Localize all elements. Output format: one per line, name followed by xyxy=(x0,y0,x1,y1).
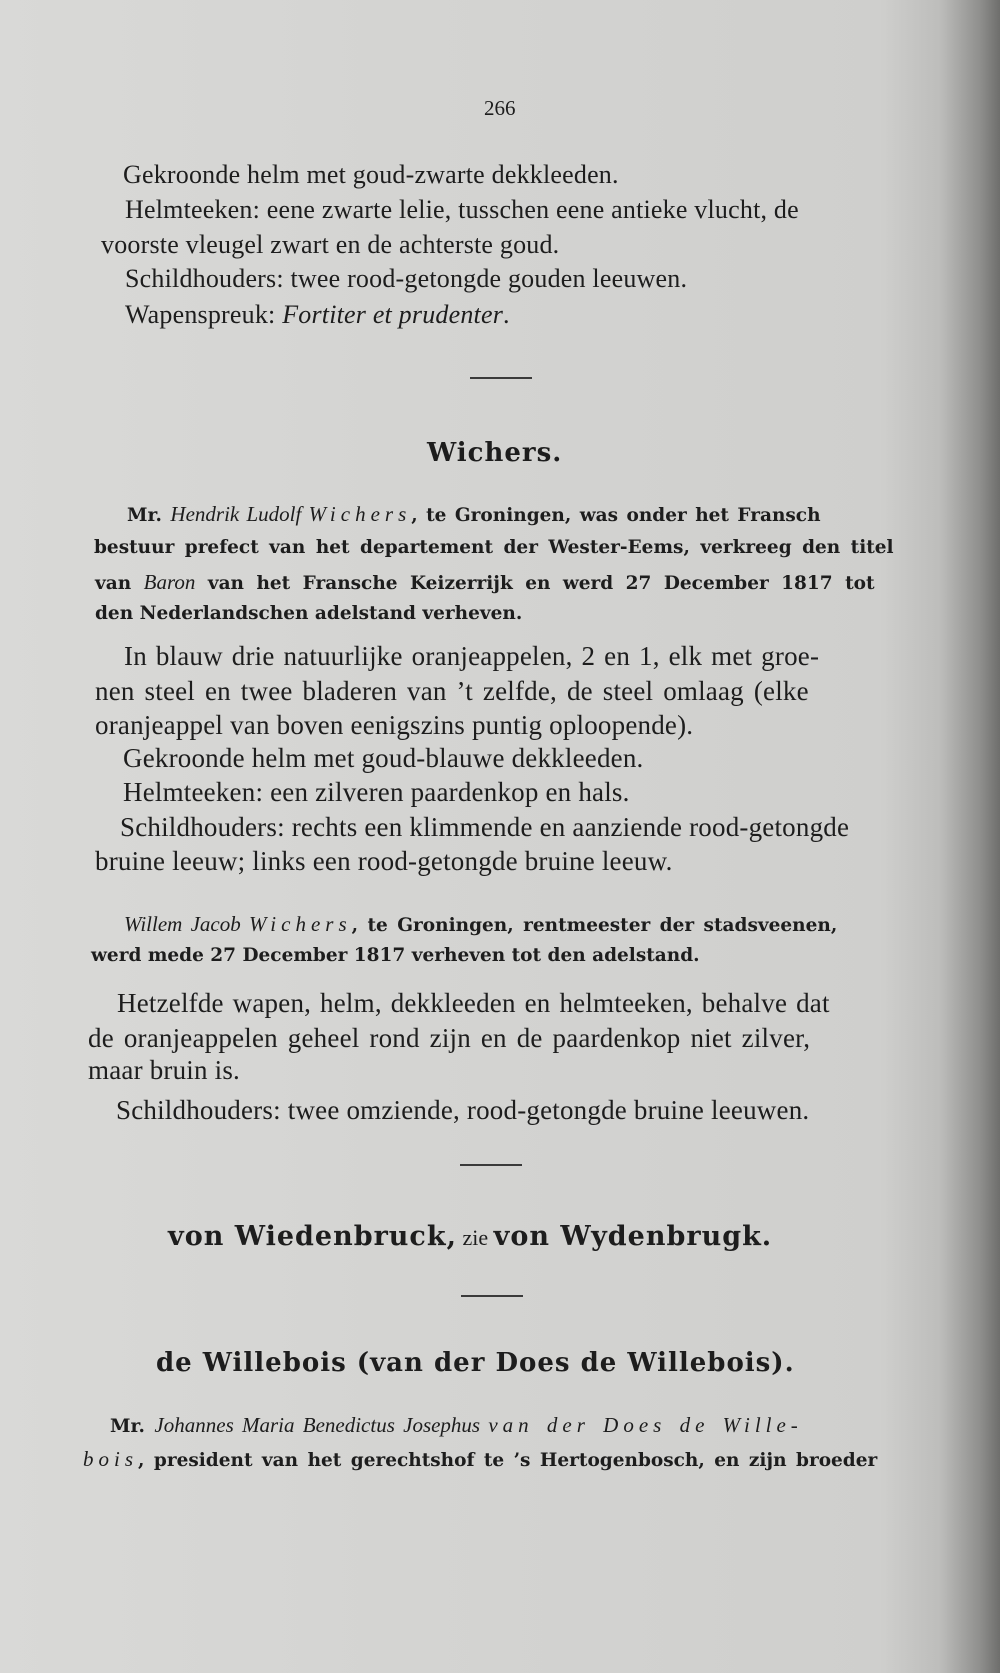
section-divider xyxy=(460,1164,522,1166)
text-line: bruine leeuw; links een rood-getongde bruine leeuw. xyxy=(95,846,673,876)
person-surname: Wichers xyxy=(248,912,352,936)
text-line: bestuur prefect van het departement der Wester-Eems, verkreeg den titel xyxy=(94,537,894,558)
text-span: , te Groningen, rentmeester der stadsveenen, xyxy=(351,915,838,936)
text-span: , te Groningen, was onder het Fransch xyxy=(411,505,821,526)
text-line xyxy=(127,502,821,527)
text-line: Helmteeken: een zilveren paardenkop en hals. xyxy=(123,777,630,807)
page-number: 266 xyxy=(484,96,516,120)
punctuation: . xyxy=(503,300,510,329)
text-line: den Nederlandschen adelstand verheven. xyxy=(95,603,523,624)
person-name: Hendrik Ludolf xyxy=(170,502,309,526)
person-surname: bois xyxy=(83,1447,139,1471)
text-span: , president van het gerechtshof te ’s Hertogenbosch, en zijn broeder xyxy=(138,1450,878,1471)
title-abbr: Mr. xyxy=(110,1416,155,1437)
person-name: Johannes Maria Benedictus Josephus xyxy=(154,1413,489,1437)
see-word: zie xyxy=(456,1225,494,1250)
text-line xyxy=(83,1447,877,1472)
text-line: Schildhouders: twee rood-getongde gouden leeuwen. xyxy=(125,264,688,293)
motto: Fortiter et prudenter xyxy=(282,300,504,329)
section-heading: Wichers. xyxy=(427,438,563,468)
text-line: In blauw drie natuurlijke oranjeappelen, 2 en 1, elk met groe- xyxy=(124,641,820,671)
text-line: Hetzelfde wapen, helm, dekkleeden en helmteeken, behalve dat xyxy=(117,988,830,1018)
text-line: Gekroonde helm met goud-blauwe dekkleeden. xyxy=(123,743,644,773)
person-name: Willem Jacob xyxy=(124,912,249,936)
text-line: de oranjeappelen geheel rond zijn en de paardenkop niet zilver, xyxy=(88,1023,811,1053)
cross-reference-heading xyxy=(168,1221,772,1252)
text-line xyxy=(124,912,837,937)
text-line: voorste vleugel zwart en de achterste goud. xyxy=(101,230,560,259)
text-line xyxy=(95,570,875,595)
motto-label: Wapenspreuk: xyxy=(125,300,283,329)
entry-name: von Wiedenbruck, xyxy=(168,1221,457,1252)
section-divider xyxy=(461,1295,523,1297)
person-surname: van der Does de Wille- xyxy=(488,1413,803,1437)
section-divider xyxy=(470,377,532,379)
text-line: werd mede 27 December 1817 verheven tot den adelstand. xyxy=(91,945,700,966)
text-line: nen steel en twee bladeren van ’t zelfde, de steel omlaag (elke xyxy=(95,676,809,706)
text-span: van het Fransche Keizerrijk en werd 27 December 1817 tot xyxy=(195,573,875,594)
text-span: van xyxy=(95,573,144,594)
person-surname: Wichers xyxy=(308,502,412,526)
title-baron: Baron xyxy=(143,570,196,594)
title-abbr: Mr. xyxy=(127,505,171,526)
text-line: oranjeappel van boven eenigszins puntig oploopende). xyxy=(95,710,694,740)
section-heading: de Willebois (van der Does de Willebois). xyxy=(156,1348,795,1378)
text-line: Helmteeken: eene zwarte lelie, tusschen eene antieke vlucht, de xyxy=(125,195,799,224)
referenced-entry: von Wydenbrugk. xyxy=(493,1221,773,1252)
text-line xyxy=(110,1413,803,1438)
text-line: Schildhouders: rechts een klimmende en aanziende rood-getongde xyxy=(120,812,850,842)
text-line: Schildhouders: twee omziende, rood-getongde bruine leeuwen. xyxy=(116,1095,810,1125)
text-line: Gekroonde helm met goud-zwarte dekkleeden. xyxy=(123,160,619,189)
text-line xyxy=(125,300,510,330)
text-line: maar bruin is. xyxy=(88,1055,241,1085)
